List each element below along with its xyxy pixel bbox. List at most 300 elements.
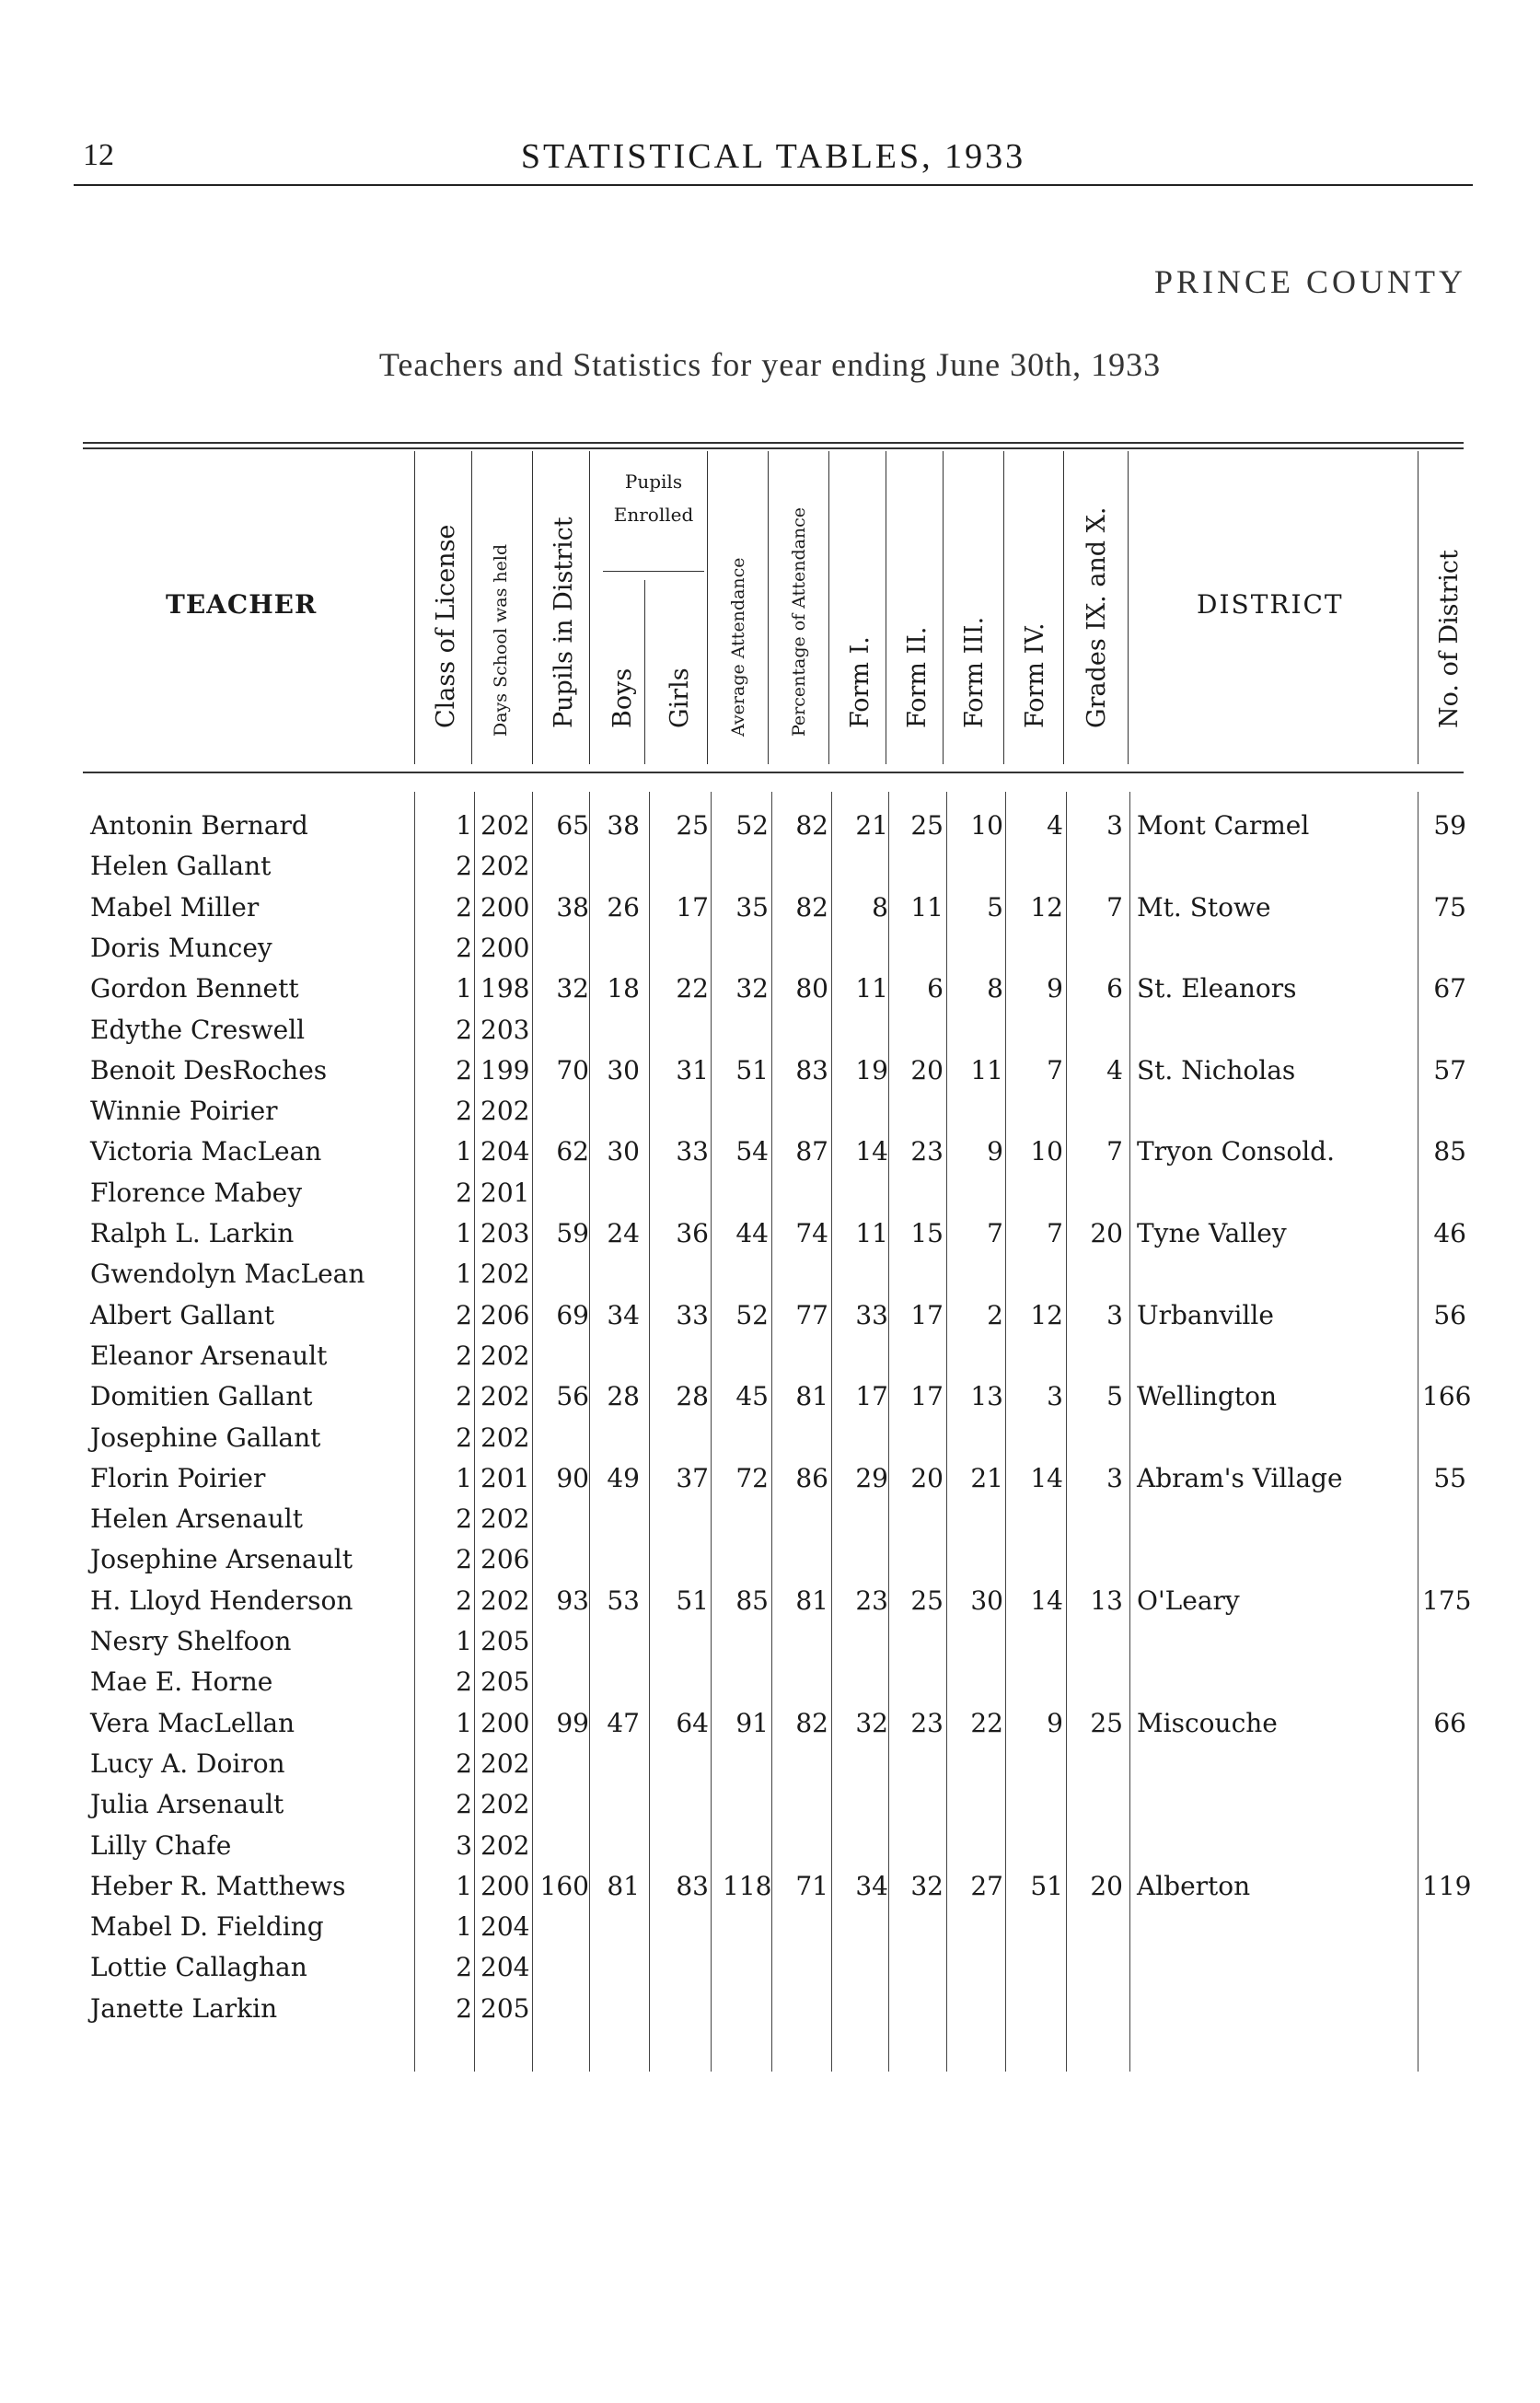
form3-count: 7 <box>987 1218 1003 1248</box>
average-attendance: 72 <box>735 1462 769 1493</box>
district-name: Tryon Consold. <box>1137 1136 1335 1167</box>
percentage-attendance: 82 <box>795 810 828 841</box>
table-row <box>0 1381 1540 1422</box>
teacher-name: Josephine Gallant <box>90 1422 321 1453</box>
teacher-name: Gwendolyn MacLean <box>90 1259 365 1290</box>
district-number: 67 <box>1433 973 1466 1004</box>
form3-count: 22 <box>970 1707 1003 1738</box>
district-name: St. Nicholas <box>1137 1054 1296 1085</box>
days-held: 200 <box>481 891 530 923</box>
license-class: 1 <box>456 1218 472 1248</box>
girls-header: Girls <box>666 668 694 728</box>
license-class: 2 <box>456 1096 472 1127</box>
form2-count: 20 <box>910 1462 944 1493</box>
license-class: 2 <box>456 1381 472 1412</box>
pupils-in-district: 93 <box>556 1585 589 1616</box>
license-class: 2 <box>456 891 472 923</box>
percentage-attendance-header: Percentage of Attendance <box>789 506 809 737</box>
girls-count: 36 <box>676 1218 709 1248</box>
teacher-name: H. Lloyd Henderson <box>90 1585 353 1616</box>
table-row <box>0 1708 1540 1748</box>
days-held: 205 <box>481 1992 530 2024</box>
form4-count: 14 <box>1030 1462 1063 1493</box>
grades-ix-x-count: 13 <box>1090 1585 1123 1616</box>
grades-ix-x-count: 5 <box>1106 1381 1123 1412</box>
license-class: 2 <box>456 1299 472 1330</box>
license-class: 2 <box>456 1503 472 1535</box>
table-row <box>0 1585 1540 1626</box>
table-row <box>0 1503 1540 1544</box>
teacher-name: Florin Poirier <box>90 1462 266 1493</box>
district-name: Wellington <box>1137 1381 1278 1412</box>
table-row <box>0 933 1540 973</box>
form1-count: 32 <box>855 1707 888 1738</box>
grades-header-cell <box>1063 451 1129 764</box>
boys-count: 30 <box>607 1136 640 1167</box>
girls-count: 33 <box>676 1299 709 1330</box>
form1-count: 34 <box>855 1870 888 1901</box>
boys-count: 81 <box>607 1870 640 1901</box>
form2-count: 23 <box>910 1136 944 1167</box>
grades-ix-x-count: 4 <box>1106 1054 1123 1085</box>
teacher-name: Heber R. Matthews <box>90 1870 346 1901</box>
grades-ix-x-count: 20 <box>1090 1218 1123 1248</box>
boys-count: 53 <box>607 1585 640 1616</box>
pct-header-cell <box>768 451 829 764</box>
boys-count: 34 <box>607 1299 640 1330</box>
district-number: 46 <box>1433 1218 1466 1248</box>
form1-count: 11 <box>855 973 888 1004</box>
girls-count: 17 <box>676 891 709 923</box>
table-row <box>0 1544 1540 1585</box>
days-held: 204 <box>481 1136 530 1167</box>
form2-count: 32 <box>910 1870 944 1901</box>
form1-count: 8 <box>872 891 888 923</box>
form1-count: 33 <box>855 1299 888 1330</box>
girls-header-cell <box>644 580 706 764</box>
avg-header-cell <box>707 451 769 764</box>
percentage-attendance: 74 <box>795 1218 828 1248</box>
table-row <box>0 1993 1540 2034</box>
table-row <box>0 1300 1540 1341</box>
table-row <box>0 1463 1540 1503</box>
form1-count: 23 <box>855 1585 888 1616</box>
page-number: 12 <box>83 138 114 172</box>
form2-header-cell <box>886 451 944 764</box>
teacher-name: Helen Arsenault <box>90 1503 303 1535</box>
average-attendance: 118 <box>723 1870 772 1901</box>
teacher-name: Helen Gallant <box>90 851 272 882</box>
grades-ix-x-count: 7 <box>1106 891 1123 923</box>
days-held: 202 <box>481 1096 530 1127</box>
days-held: 202 <box>481 1340 530 1371</box>
average-attendance: 91 <box>735 1707 769 1738</box>
license-class: 2 <box>456 932 472 963</box>
percentage-attendance: 81 <box>795 1381 828 1412</box>
form4-header-cell <box>1003 451 1063 764</box>
teacher-name: Doris Muncey <box>90 932 272 963</box>
district-name: Tyne Valley <box>1137 1218 1287 1248</box>
teacher-name: Lottie Callaghan <box>90 1952 307 1983</box>
form3-count: 13 <box>970 1381 1003 1412</box>
average-attendance-header: Average Attendance <box>728 557 748 737</box>
form2-count: 25 <box>910 1585 944 1616</box>
average-attendance: 52 <box>735 810 769 841</box>
teacher-name: Benoit DesRoches <box>90 1054 328 1085</box>
license-class: 2 <box>456 1422 472 1453</box>
days-held: 203 <box>481 1014 530 1045</box>
days-held: 205 <box>481 1666 530 1698</box>
boys-count: 30 <box>607 1054 640 1085</box>
table-top-rule <box>83 442 1464 444</box>
form4-count: 12 <box>1030 1299 1063 1330</box>
pupils-in-district: 56 <box>556 1381 589 1412</box>
district-column-header: DISTRICT <box>1197 589 1344 620</box>
average-attendance: 52 <box>735 1299 769 1330</box>
pupils-in-district: 59 <box>556 1218 589 1248</box>
days-held: 199 <box>481 1054 530 1085</box>
boys-count: 49 <box>607 1462 640 1493</box>
pupils-in-district: 38 <box>556 891 589 923</box>
pupils-in-district-header: Pupils in District <box>550 517 578 728</box>
form2-count: 15 <box>910 1218 944 1248</box>
license-class: 2 <box>456 1544 472 1575</box>
license-class: 1 <box>456 810 472 841</box>
teacher-name: Edythe Creswell <box>90 1014 306 1045</box>
teacher-name: Domitien Gallant <box>90 1381 313 1412</box>
district-number: 85 <box>1433 1136 1466 1167</box>
pupils-in-district: 70 <box>556 1054 589 1085</box>
form3-count: 11 <box>970 1054 1003 1085</box>
teacher-name: Lilly Chafe <box>90 1829 232 1861</box>
license-class: 1 <box>456 973 472 1004</box>
table-row <box>0 1830 1540 1871</box>
days-held: 201 <box>481 1177 530 1208</box>
form3-count: 27 <box>970 1870 1003 1901</box>
district-name: Mt. Stowe <box>1137 891 1271 923</box>
district-number: 175 <box>1422 1585 1472 1616</box>
license-class: 2 <box>456 1585 472 1616</box>
license-class: 2 <box>456 1992 472 2024</box>
days-held: 202 <box>481 1259 530 1290</box>
average-attendance: 32 <box>735 973 769 1004</box>
form4-count: 51 <box>1030 1870 1063 1901</box>
form3-count: 9 <box>987 1136 1003 1167</box>
district-number: 75 <box>1433 891 1466 923</box>
teacher-name: Mae E. Horne <box>90 1666 273 1698</box>
girls-count: 33 <box>676 1136 709 1167</box>
table-row <box>0 1341 1540 1381</box>
no-district-header-cell <box>1418 451 1474 764</box>
boys-count: 28 <box>607 1381 640 1412</box>
table-row <box>0 851 1540 891</box>
district-number: 55 <box>1433 1462 1466 1493</box>
form2-count: 20 <box>910 1054 944 1085</box>
teacher-name: Lucy A. Doiron <box>90 1747 285 1779</box>
form4-count: 9 <box>1047 1707 1063 1738</box>
form3-count: 5 <box>987 891 1003 923</box>
running-header <box>74 129 1473 186</box>
table-row <box>0 1871 1540 1911</box>
form2-header: Form II. <box>903 626 932 728</box>
table-row <box>0 892 1540 933</box>
pupils-in-district: 69 <box>556 1299 589 1330</box>
pupils-in-district: 62 <box>556 1136 589 1167</box>
days-held: 202 <box>481 810 530 841</box>
girls-count: 28 <box>676 1381 709 1412</box>
table-row <box>0 1911 1540 1952</box>
license-class: 2 <box>456 1177 472 1208</box>
table-subtitle: Teachers and Statistics for year ending June 30th, 1933 <box>378 346 1162 383</box>
days-held: 206 <box>481 1299 530 1330</box>
teacher-name: Winnie Poirier <box>90 1096 278 1127</box>
average-attendance: 85 <box>735 1585 769 1616</box>
percentage-attendance: 82 <box>795 1707 828 1738</box>
average-attendance: 44 <box>735 1218 769 1248</box>
form3-header-cell <box>943 451 1002 764</box>
boys-count: 24 <box>607 1218 640 1248</box>
pupils-in-district: 160 <box>539 1870 589 1901</box>
teacher-name: Josephine Arsenault <box>90 1544 353 1575</box>
percentage-attendance: 80 <box>795 973 828 1004</box>
percentage-attendance: 82 <box>795 891 828 923</box>
days-held: 200 <box>481 1870 530 1901</box>
pupils-in-district: 32 <box>556 973 589 1004</box>
pupils-enrolled-header: Pupils Enrolled <box>613 470 694 526</box>
license-class: 2 <box>456 851 472 882</box>
district-number: 166 <box>1422 1381 1472 1412</box>
days-held: 202 <box>481 851 530 882</box>
pupils-district-header-cell <box>532 451 588 764</box>
pupils-in-district: 90 <box>556 1462 589 1493</box>
table-row <box>0 1626 1540 1666</box>
teacher-name: Janette Larkin <box>90 1992 278 2024</box>
table-top-rule-2 <box>83 447 1464 449</box>
table-row <box>0 973 1540 1014</box>
boys-count: 38 <box>607 810 640 841</box>
grades-ix-x-count: 3 <box>1106 810 1123 841</box>
days-header-cell <box>471 451 527 764</box>
table-row <box>0 1789 1540 1829</box>
table-row <box>0 1666 1540 1707</box>
table-row <box>0 1178 1540 1218</box>
percentage-attendance: 83 <box>795 1054 828 1085</box>
district-name: O'Leary <box>1137 1585 1240 1616</box>
table-row <box>0 1422 1540 1463</box>
form2-count: 23 <box>910 1707 944 1738</box>
form4-count: 7 <box>1047 1218 1063 1248</box>
grades-ix-x-count: 3 <box>1106 1299 1123 1330</box>
grades-ix-x-count: 20 <box>1090 1870 1123 1901</box>
days-held: 201 <box>481 1462 530 1493</box>
table-row <box>0 1096 1540 1136</box>
girls-count: 51 <box>676 1585 709 1616</box>
district-number: 119 <box>1422 1870 1472 1901</box>
license-header-cell <box>414 451 470 764</box>
teacher-name: Ralph L. Larkin <box>90 1218 295 1248</box>
form1-count: 17 <box>855 1381 888 1412</box>
boys-header: Boys <box>608 668 637 728</box>
days-held: 202 <box>481 1381 530 1412</box>
district-name: Miscouche <box>1137 1707 1278 1738</box>
teacher-name: Albert Gallant <box>90 1299 275 1330</box>
table-row <box>0 1055 1540 1096</box>
form2-count: 6 <box>927 973 944 1004</box>
license-class: 3 <box>456 1829 472 1861</box>
form4-count: 3 <box>1047 1381 1063 1412</box>
form1-header: Form I. <box>846 636 874 728</box>
days-held: 198 <box>481 973 530 1004</box>
form1-header-cell <box>828 451 886 764</box>
boys-count: 18 <box>607 973 640 1004</box>
form3-count: 30 <box>970 1585 1003 1616</box>
form4-header: Form IV. <box>1021 622 1049 728</box>
days-held: 202 <box>481 1585 530 1616</box>
form2-count: 17 <box>910 1381 944 1412</box>
district-name: Abram's Village <box>1137 1462 1343 1493</box>
license-class: 1 <box>456 1136 472 1167</box>
pupils-enrolled-divider <box>603 571 704 572</box>
days-held: 204 <box>481 1911 530 1943</box>
form2-count: 17 <box>910 1299 944 1330</box>
days-held: 200 <box>481 1707 530 1738</box>
license-class: 2 <box>456 1789 472 1820</box>
district-number: 59 <box>1433 810 1466 841</box>
teacher-name: Nesry Shelfoon <box>90 1626 292 1656</box>
average-attendance: 45 <box>735 1381 769 1412</box>
days-held: 205 <box>481 1626 530 1656</box>
pupils-in-district: 65 <box>556 810 589 841</box>
district-number: 56 <box>1433 1299 1466 1330</box>
girls-count: 83 <box>676 1870 709 1901</box>
average-attendance: 51 <box>735 1054 769 1085</box>
form4-count: 7 <box>1047 1054 1063 1085</box>
teacher-name: Victoria MacLean <box>90 1136 322 1167</box>
form2-count: 11 <box>910 891 944 923</box>
district-number: 66 <box>1433 1707 1466 1738</box>
form2-count: 25 <box>910 810 944 841</box>
license-class: 1 <box>456 1462 472 1493</box>
days-held: 204 <box>481 1952 530 1983</box>
county-title: PRINCE COUNTY <box>1153 263 1466 300</box>
license-class: 2 <box>456 1014 472 1045</box>
table-row <box>0 810 1540 851</box>
teacher-name: Mabel Miller <box>90 891 260 923</box>
form3-count: 8 <box>987 973 1003 1004</box>
district-name: Alberton <box>1137 1870 1251 1901</box>
boys-count: 47 <box>607 1707 640 1738</box>
percentage-attendance: 77 <box>795 1299 828 1330</box>
girls-count: 37 <box>676 1462 709 1493</box>
table-row <box>0 1952 1540 1992</box>
form3-count: 10 <box>970 810 1003 841</box>
district-name: Mont Carmel <box>1137 810 1310 841</box>
license-class: 2 <box>456 1340 472 1371</box>
form1-count: 19 <box>855 1054 888 1085</box>
table-row <box>0 1259 1540 1299</box>
header-bottom-rule <box>83 772 1464 773</box>
days-held: 202 <box>481 1503 530 1535</box>
district-name: St. Eleanors <box>1137 973 1297 1004</box>
percentage-attendance: 71 <box>795 1870 828 1901</box>
average-attendance: 35 <box>735 891 769 923</box>
grades-ix-x-count: 25 <box>1090 1707 1123 1738</box>
percentage-attendance: 81 <box>795 1585 828 1616</box>
license-class: 2 <box>456 1054 472 1085</box>
table-row <box>0 1136 1540 1177</box>
form4-count: 9 <box>1047 973 1063 1004</box>
days-held: 200 <box>481 932 530 963</box>
average-attendance: 54 <box>735 1136 769 1167</box>
girls-count: 25 <box>676 810 709 841</box>
district-name: Urbanville <box>1137 1299 1274 1330</box>
days-held-header: Days School was held <box>491 543 511 737</box>
license-class: 2 <box>456 1666 472 1698</box>
days-held: 203 <box>481 1218 530 1248</box>
form1-count: 14 <box>855 1136 888 1167</box>
grades-ix-x-header: Grades IX. and X. <box>1083 506 1111 728</box>
girls-count: 64 <box>676 1707 709 1738</box>
form4-count: 10 <box>1030 1136 1063 1167</box>
form4-count: 14 <box>1030 1585 1063 1616</box>
days-held: 202 <box>481 1789 530 1820</box>
table-row <box>0 1748 1540 1789</box>
teacher-column-header: TEACHER <box>166 589 318 620</box>
form1-count: 29 <box>855 1462 888 1493</box>
license-class: 2 <box>456 1952 472 1983</box>
boys-count: 26 <box>607 891 640 923</box>
license-class: 1 <box>456 1911 472 1943</box>
license-class: 1 <box>456 1870 472 1901</box>
license-class: 1 <box>456 1626 472 1656</box>
percentage-attendance: 86 <box>795 1462 828 1493</box>
form1-count: 21 <box>855 810 888 841</box>
teacher-name: Vera MacLellan <box>90 1707 295 1738</box>
days-held: 202 <box>481 1422 530 1453</box>
table-row <box>0 1218 1540 1259</box>
grades-ix-x-count: 7 <box>1106 1136 1123 1167</box>
form3-count: 21 <box>970 1462 1003 1493</box>
grades-ix-x-count: 6 <box>1106 973 1123 1004</box>
percentage-attendance: 87 <box>795 1136 828 1167</box>
teacher-name: Florence Mabey <box>90 1177 303 1208</box>
girls-count: 31 <box>676 1054 709 1085</box>
district-number: 57 <box>1433 1054 1466 1085</box>
license-class: 1 <box>456 1707 472 1738</box>
class-of-license-header: Class of License <box>432 524 460 728</box>
form4-count: 4 <box>1047 810 1063 841</box>
running-title: STATISTICAL TABLES, 1933 <box>520 137 1026 176</box>
license-class: 2 <box>456 1747 472 1779</box>
days-held: 202 <box>481 1829 530 1861</box>
teacher-name: Mabel D. Fielding <box>90 1911 324 1943</box>
days-held: 202 <box>481 1747 530 1779</box>
table-row <box>0 1015 1540 1055</box>
teacher-name: Julia Arsenault <box>90 1789 284 1820</box>
form4-count: 12 <box>1030 891 1063 923</box>
teacher-name: Eleanor Arsenault <box>90 1340 328 1371</box>
girls-count: 22 <box>676 973 709 1004</box>
license-class: 1 <box>456 1259 472 1290</box>
form1-count: 11 <box>855 1218 888 1248</box>
form3-header: Form III. <box>960 616 989 728</box>
grades-ix-x-count: 3 <box>1106 1462 1123 1493</box>
teacher-name: Antonin Bernard <box>90 810 308 841</box>
form3-count: 2 <box>987 1299 1003 1330</box>
teacher-name: Gordon Bennett <box>90 973 299 1004</box>
no-of-district-header: No. of District <box>1435 550 1464 728</box>
pupils-in-district: 99 <box>556 1707 589 1738</box>
